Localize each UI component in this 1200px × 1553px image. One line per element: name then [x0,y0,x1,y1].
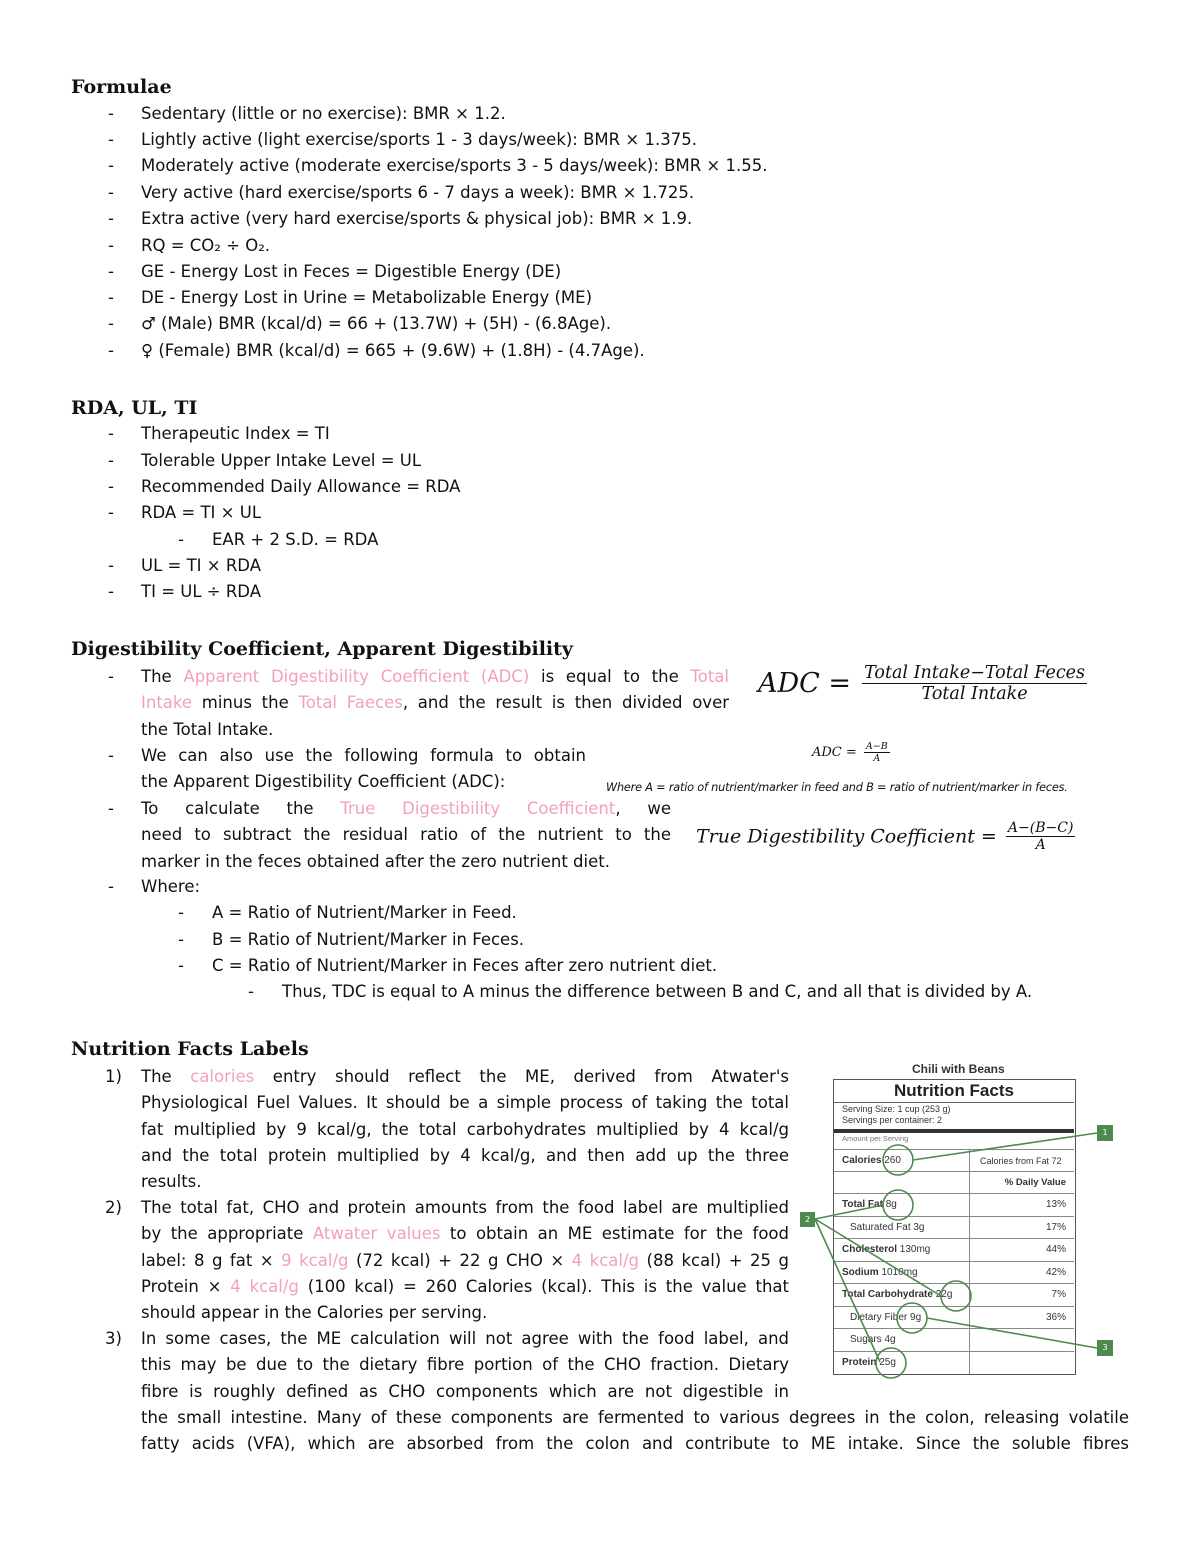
list-item: RQ = CO₂ ÷ O₂. [141,236,271,255]
table-row: Saturated Fat 3g 17% [834,1216,1074,1239]
section-title-nutrition: Nutrition Facts Labels [71,1038,309,1060]
list-item: Therapeutic Index = TI [141,424,330,443]
nutrition-paragraph-1: The calories entry should reflect the ME, derived from Atwater's Physiological Fuel Values. It should be a simple process of taking the total fat multiplied by 9 kcal/g, the total carbohydrates multiplied by 4 kcal/g and the total protein multiplied by 4 kcal/g, and then add up the three results. [141,1067,789,1192]
list-item: Thus, TDC is equal to A minus the difference between B and C, and all that is divided by A. [282,982,1033,1001]
nutrition-paragraph-2: The total fat, CHO and protein amounts from the food label are multiplied by the appropriate Atwater values to obtain an ME estimate for the food label: 8 g fat × 9 kcal/g (72 kcal) + 22 g CHO × 4 kcal/g (88 kcal) + 25 g Protein × 4 kcal/g (100 kcal) = 260 Calories (kcal). This is the value that should appear in the Calories per serving. [141,1198,790,1323]
marker-3: 3 [1097,1340,1113,1356]
table-row: Protein 25g [834,1351,1074,1374]
highlight-circle-total-fat [883,1190,913,1220]
adc-equation: ADC = $\frac{\text{Total Intake−Total Feces}}{\text{Total Intake}}$ [758,663,1086,704]
highlight-circle-protein [876,1348,906,1378]
list-item: TI = UL ÷ RDA [141,582,262,601]
item-number: 1) [105,1067,122,1086]
label-title: Nutrition Facts [894,1081,1014,1100]
list-item: Extra active (very hard exercise/sports & physical job): BMR × 1.9. [141,209,693,228]
nutrient-table: Calories 260 Calories from Fat 72 % Daily Value Total Fat 8g 13% Saturated Fat 3g 17% Cholesterol 130mg 44% Sodium 1010mg 42% Total Carbohydrate 22g 7% Dietary Fiber 9g 36% Sugars 4g Protein 25g [834,1149,1074,1374]
list-item: B = Ratio of Nutrient/Marker in Feces. [212,930,525,949]
list-item: ♂ (Male) BMR (kcal/d) = 66 + (13.7W) + (5H) - (6.8Age). [141,314,612,333]
adc-paragraph: The Apparent Digestibility Coefficient (ADC) is equal to the Total Intake minus the Total Faeces, and the result is then divided over the Total Intake. [141,667,729,739]
list-item: ♀ (Female) BMR (kcal/d) = 665 + (9.6W) + (1.8H) - (4.7Age). [141,341,645,360]
highlight-circle-calories [883,1145,913,1175]
list-item: DE - Energy Lost in Urine = Metabolizable Energy (ME) [141,288,593,307]
table-row: Sugars 4g [834,1329,1074,1352]
list-item: Sedentary (little or no exercise): BMR × 1.2. [141,104,506,123]
tdc-equation: True Digestibility Coefficient = $\frac{A-(B-C)}{A}$ [696,820,1074,853]
highlight-circle-fiber [897,1303,927,1333]
list-item: Recommended Daily Allowance = RDA [141,477,461,496]
list-item: Moderately active (moderate exercise/sports 3 - 5 days/week): BMR × 1.55. [141,156,768,175]
table-row: Total Carbohydrate 22g 7% [834,1284,1074,1307]
table-row: Cholesterol 130mg 44% [834,1239,1074,1262]
marker-2: 2 [800,1212,815,1227]
tdc-paragraph: To calculate the True Digestibility Coefficient, we need to subtract the residual ratio of the nutrient to the marker in the feces obtained after the zero nutrient diet. [141,799,672,871]
servings-per-container: Servings per container: 2 [842,1115,943,1125]
list-item: Tolerable Upper Intake Level = UL [141,451,422,470]
adc-caption: Where A = ratio of nutrient/marker in feed and B = ratio of nutrient/marker in feces. [606,781,1068,794]
highlight-circle-carbohydrate [941,1281,971,1311]
list-item: RDA = TI × UL [141,503,262,522]
serving-size: Serving Size: 1 cup (253 g) [842,1104,951,1114]
section-title-formulae: Formulae [71,76,172,98]
list-item: EAR + 2 S.D. = RDA [212,530,379,549]
list-item: GE - Energy Lost in Feces = Digestible Energy (DE) [141,262,562,281]
table-row: Total Fat 8g 13% [834,1194,1074,1217]
marker-1: 1 [1097,1125,1113,1141]
nutrition-paragraph-3a: In some cases, the ME calculation will not agree with the food label, and this may be due to the dietary fibre portion of the CHO fraction. Dietary fibre is roughly defined as CHO components which are not digestible in [141,1329,789,1401]
table-row: Sodium 1010mg 42% [834,1261,1074,1284]
adc-formula-paragraph: We can also use the following formula to obtain the Apparent Digestibility Coefficient (ADC): [141,746,586,792]
item-number: 2) [105,1198,122,1217]
list-item: Lightly active (light exercise/sports 1 - 3 days/week): BMR × 1.375. [141,130,697,149]
amount-per-serving: Amount per Serving [842,1134,909,1143]
table-row: Dietary Fiber 9g 36% [834,1306,1074,1329]
list-item: Very active (hard exercise/sports 6 - 7 days a week): BMR × 1.725. [141,183,695,202]
item-number: 3) [105,1329,122,1348]
section-title-digestibility: Digestibility Coefficient, Apparent Digestibility [71,638,573,660]
list-item: A = Ratio of Nutrient/Marker in Feed. [212,903,517,922]
nutrition-paragraph-3b: the small intestine. Many of these components are fermented to various degrees in the colon, releasing volatile fatty acids (VFA), which are absorbed from the colon and contribute to ME intake. Since the soluble fibres [141,1408,1129,1454]
section-title-rda: RDA, UL, TI [71,397,198,419]
label-caption: Chili with Beans [912,1062,1005,1076]
list-item: UL = TI × RDA [141,556,262,575]
where-label: Where: [141,877,201,896]
adc-short-equation: ADC = $\frac{A-B}{A}$ [812,741,888,764]
list-item: C = Ratio of Nutrient/Marker in Feces after zero nutrient diet. [212,956,718,975]
